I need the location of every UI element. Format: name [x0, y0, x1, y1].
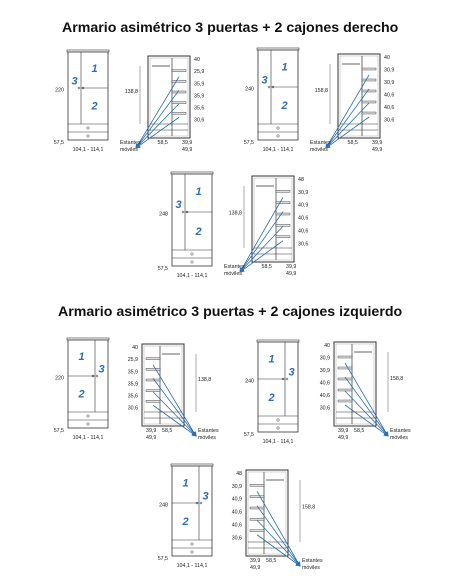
depth-label: 58,5	[354, 428, 365, 434]
shelf-spacing-label: 40,6	[384, 92, 395, 99]
interior-view	[232, 470, 323, 571]
shelf	[250, 530, 264, 532]
width-label: 104,1 - 114,1	[262, 147, 294, 153]
rail-height-label: 138,8	[228, 210, 242, 217]
depth-label: 58,5	[266, 558, 277, 564]
door-number: 2	[195, 225, 202, 238]
shelf-spacing-label: 40	[132, 345, 138, 351]
depth-label: 49,9	[338, 435, 349, 441]
door-number: 1	[78, 350, 85, 363]
interior-view	[320, 342, 411, 441]
rail-height-label: 138,8	[198, 376, 212, 383]
cabinet-body	[172, 174, 212, 266]
title-left-wardrobe: Armario asimétrico 3 puertas + 2 cajones izquierdo	[58, 304, 403, 320]
shelf-spacing-label: 30,9	[384, 67, 395, 74]
interior-body	[252, 176, 294, 262]
interior-view	[128, 344, 219, 441]
depth-label: 39,9	[286, 264, 297, 270]
shelf-spacing-label: 40,6	[231, 509, 242, 516]
shelves-label: Estantes	[390, 428, 411, 434]
height-label: 248	[159, 211, 168, 218]
width-label: 104,1 - 114,1	[72, 147, 104, 153]
height-label: 240	[245, 378, 254, 385]
interior-body	[246, 470, 288, 556]
base-height-label: 57,5	[243, 432, 254, 438]
shelves-label: móviles	[120, 147, 138, 153]
depth-label: 58,5	[261, 264, 272, 270]
shelf	[172, 70, 186, 72]
door-number: 3	[288, 366, 295, 379]
shelf-spacing-label: 30,9	[231, 483, 242, 490]
height-label: 220	[55, 87, 64, 94]
shelves-label: Estantes	[224, 264, 245, 270]
shelf-spacing-label: 35,6	[127, 393, 138, 400]
front-view	[158, 464, 213, 569]
depth-label: 49,9	[250, 565, 261, 571]
width-label: 104,1 - 114,1	[72, 435, 104, 441]
shelf	[276, 224, 290, 226]
shelf	[362, 79, 376, 81]
shelf	[250, 518, 264, 520]
base-height-label: 57,5	[53, 140, 64, 146]
height-label: 248	[159, 502, 168, 509]
shelf-spacing-label: 40,9	[298, 202, 309, 209]
interior-view	[224, 176, 308, 277]
shelf	[250, 507, 264, 509]
shelf	[172, 102, 186, 104]
depth-label: 39,9	[372, 140, 383, 146]
shelf-spacing-label: 30,9	[384, 80, 395, 86]
door-number: 3	[98, 363, 105, 376]
shelf	[146, 368, 160, 370]
depth-label: 39,9	[250, 558, 261, 564]
shelf-spacing-label: 30,9	[298, 189, 309, 196]
shelf-spacing-label: 35,9	[127, 381, 138, 388]
shelf	[362, 112, 376, 114]
shelf	[362, 90, 376, 92]
shelf-spacing-label: 30,6	[319, 405, 330, 412]
shelf-spacing-label: 30,6	[194, 117, 205, 124]
shelf-spacing-label: 40,6	[384, 105, 395, 111]
shelf-spacing-label: 30,6	[127, 405, 138, 412]
interior-body	[334, 342, 376, 426]
shelves-label: Estantes	[198, 428, 219, 434]
shelf-spacing-label: 35,9	[194, 81, 205, 88]
shelves-label: Estantes	[310, 140, 331, 146]
shelves-label: Estantes	[302, 558, 323, 564]
door-number: 1	[281, 61, 288, 74]
front-view	[54, 338, 109, 441]
width-label: 104,1 - 114,1	[176, 273, 208, 279]
depth-label: 39,9	[182, 140, 193, 146]
door-number: 2	[182, 516, 189, 529]
shelves-label: móviles	[390, 435, 408, 441]
shelf	[338, 356, 352, 358]
base-height-label: 57,5	[53, 428, 64, 434]
door-number: 3	[202, 490, 209, 503]
width-label: 104,1 - 114,1	[176, 563, 208, 569]
shelf	[362, 101, 376, 103]
shelf	[338, 367, 352, 369]
shelf-spacing-label: 40	[384, 55, 390, 61]
rail-height-label: 158,8	[314, 87, 328, 94]
rail-height-label: 158,8	[390, 375, 404, 382]
door-number: 2	[281, 100, 288, 113]
shelf	[338, 389, 352, 391]
shelf	[276, 213, 290, 215]
shelf	[146, 358, 160, 360]
shelf	[146, 390, 160, 392]
interior-body	[148, 56, 190, 138]
shelf-spacing-label: 48	[236, 471, 242, 477]
front-view	[244, 48, 299, 153]
depth-label: 49,9	[372, 147, 383, 153]
shelf-spacing-label: 48	[298, 177, 304, 183]
shelf-spacing-label: 40	[194, 57, 200, 63]
depth-label: 58,5	[157, 140, 168, 146]
depth-label: 39,9	[338, 428, 349, 434]
shelf-spacing-label: 40,6	[319, 380, 330, 387]
shelf-spacing-label: 30,6	[384, 117, 395, 124]
depth-label: 58,5	[347, 140, 358, 146]
cabinet-body	[258, 50, 298, 140]
height-label: 240	[245, 86, 254, 93]
depth-label: 58,5	[162, 428, 173, 434]
shelf-spacing-label: 30,9	[319, 368, 330, 374]
depth-label: 49,9	[146, 435, 157, 441]
shelf	[338, 400, 352, 402]
interior-body	[338, 54, 380, 138]
interior-view	[310, 54, 394, 153]
shelf-spacing-label: 40,6	[298, 228, 309, 235]
shelves-label: Estantes	[120, 140, 141, 146]
height-label: 220	[55, 375, 64, 382]
interior-view	[120, 56, 204, 153]
shelf-spacing-label: 40,6	[319, 393, 330, 399]
depth-label: 49,9	[182, 147, 193, 153]
door-number: 2	[91, 100, 98, 113]
shelf	[172, 112, 186, 114]
door-number: 1	[182, 477, 189, 490]
base-height-label: 57,5	[243, 140, 254, 146]
front-view	[158, 172, 213, 279]
title-right-wardrobe: Armario asimétrico 3 puertas + 2 cajones derecho	[62, 20, 399, 36]
door-number: 1	[195, 185, 202, 198]
shelf	[250, 496, 264, 498]
door-number: 3	[71, 75, 78, 88]
shelf	[250, 484, 264, 486]
shelf-spacing-label: 30,6	[231, 535, 242, 542]
shelf	[146, 379, 160, 381]
interior-body	[142, 344, 184, 426]
base-height-label: 57,5	[157, 266, 168, 272]
shelf-spacing-label: 40,6	[231, 522, 242, 529]
shelves-label: móviles	[302, 565, 320, 571]
shelf	[276, 202, 290, 204]
shelf	[172, 91, 186, 93]
shelf	[146, 400, 160, 402]
shelf	[362, 68, 376, 70]
shelf	[276, 190, 290, 192]
front-view	[244, 340, 299, 445]
shelf-spacing-label: 35,9	[127, 369, 138, 376]
door-number: 1	[268, 353, 275, 366]
door-number: 3	[261, 74, 268, 87]
shelf-spacing-label: 40	[324, 343, 330, 349]
shelves-label: móviles	[310, 147, 328, 153]
width-label: 104,1 - 114,1	[262, 439, 294, 445]
rail-height-label: 158,8	[302, 504, 316, 511]
shelf	[172, 80, 186, 82]
shelf-spacing-label: 30,6	[298, 241, 309, 248]
door-number: 2	[268, 392, 275, 405]
front-view	[54, 50, 109, 153]
shelf-spacing-label: 40,6	[298, 215, 309, 222]
shelf	[338, 378, 352, 380]
diagram-layer	[54, 48, 411, 571]
shelf-spacing-label: 30,9	[319, 355, 330, 362]
base-height-label: 57,5	[157, 556, 168, 562]
cabinet-body	[258, 342, 298, 432]
shelves-label: móviles	[224, 271, 242, 277]
rail-height-label: 138,8	[124, 88, 138, 95]
shelf-spacing-label: 25,9	[127, 357, 138, 364]
cabinet-body	[172, 466, 212, 556]
door-number: 1	[91, 62, 98, 75]
shelf-spacing-label: 40,9	[231, 496, 242, 503]
door-number: 3	[175, 199, 182, 212]
shelf	[276, 236, 290, 238]
shelves-label: móviles	[198, 435, 216, 441]
shelf-spacing-label: 35,6	[194, 105, 205, 112]
depth-label: 49,9	[286, 271, 297, 277]
shelf-spacing-label: 35,9	[194, 93, 205, 100]
shelf-spacing-label: 25,9	[194, 69, 205, 76]
depth-label: 39,9	[146, 428, 157, 434]
door-number: 2	[78, 388, 85, 401]
